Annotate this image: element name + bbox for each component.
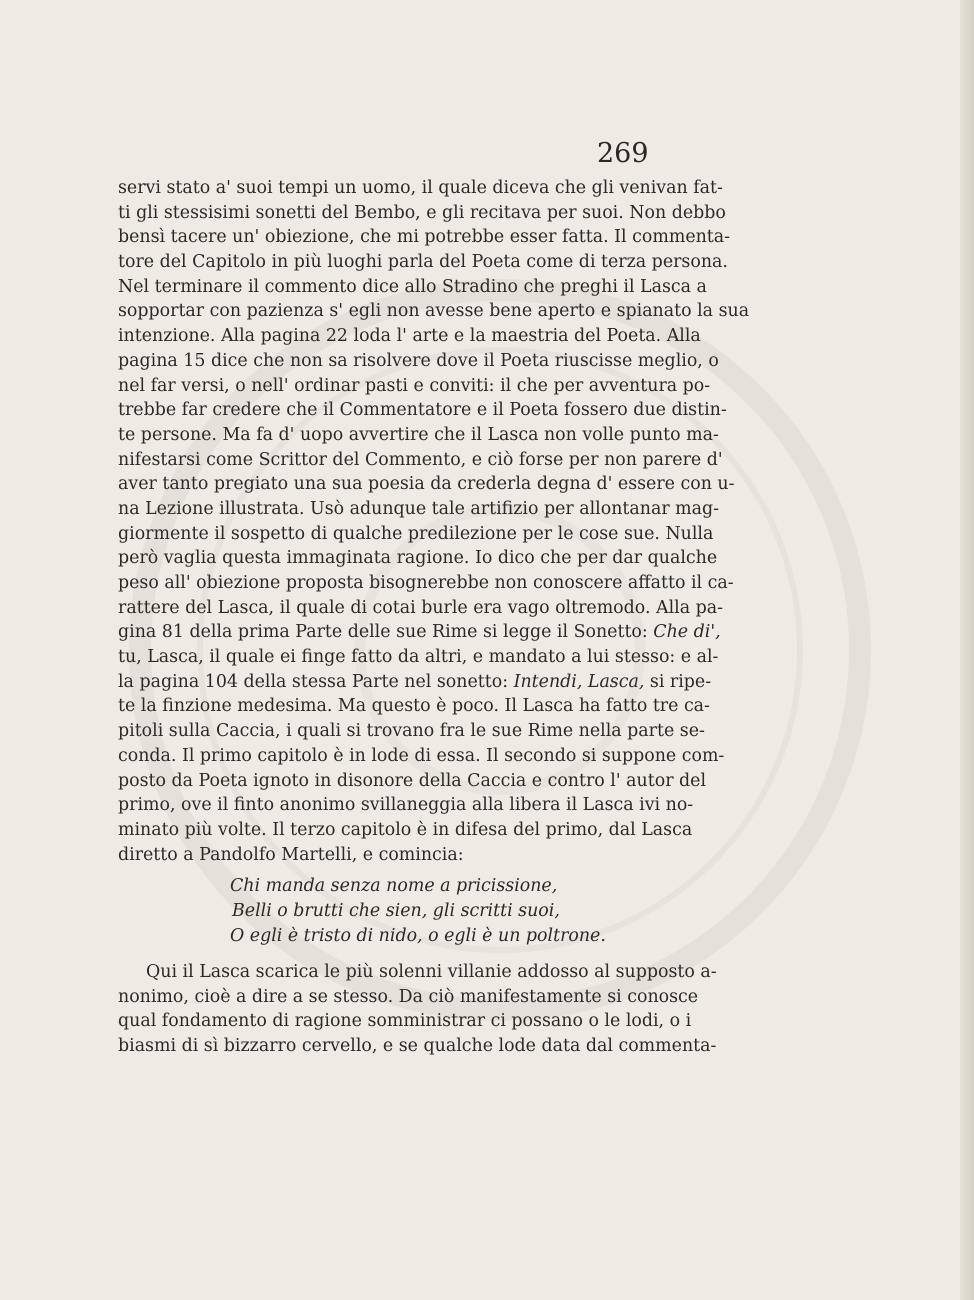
text-line: intenzione. Alla pagina 22 loda l' arte e la maestria del Poeta. Alla — [118, 326, 701, 347]
text-line: servi stato a' suoi tempi un uomo, il quale diceva che gli venivan fat- — [118, 178, 723, 198]
text-line: peso all' obiezione proposta bisognerebbe non conoscere affatto il ca- — [118, 573, 734, 593]
text-line: conda. Il primo capitolo è in lode di essa. Il secondo si suppone com- — [118, 745, 725, 766]
text-line: primo, ove il finto anonimo svillaneggia alla libera il Lasca ivi no- — [118, 795, 694, 816]
verse-line: O egli è tristo di nido, o egli è un poltrone. — [230, 925, 606, 946]
text-line: te la finzione medesima. Ma questo è poco. Il Lasca ha fatto tre ca- — [118, 696, 710, 717]
page-edge-shadow — [960, 0, 974, 1300]
text-line: giormente il sospetto di qualche predilezione per le cose sue. Nulla — [118, 523, 714, 544]
text-segment: la pagina 104 della stessa Parte nel sonetto: — [118, 671, 509, 692]
text-line: pagina 15 dice che non sa risolvere dove il Poeta riuscisse meglio, o — [118, 350, 719, 371]
text-line: sopportar con pazienza s' egli non avesse bene aperto e spianato la sua — [118, 301, 750, 322]
text-line: Qui il Lasca scarica le più solenni villanie addosso al supposto a- — [146, 962, 717, 982]
italic-title: Intendi, Lasca, — [513, 671, 645, 692]
text-line: bensì tacere un' obiezione, che mi potrebbe esser fatta. Il commenta- — [118, 227, 731, 248]
text-segment: si ripe- — [649, 671, 712, 692]
text-line: tu, Lasca, il quale ei finge fatto da altri, e mandato a lui stesso: e al- — [118, 647, 719, 668]
text-line: però vaglia questa immaginata ragione. Io dico che per dar qualche — [118, 548, 718, 569]
text-line: trebbe far credere che il Commentatore e il Poeta fossero due distin- — [118, 400, 727, 421]
text-line: nel far versi, o nell' ordinar pasti e conviti: il che per avventura po- — [118, 375, 711, 396]
text-line: nonimo, cioè a dire a se stesso. Da ciò manifestamente si conosce — [118, 986, 699, 1007]
text-line: biasmi di sì bizzarro cervello, e se qualche lode data dal commenta- — [118, 1036, 717, 1057]
text-line: nifestarsi come Scrittor del Commento, e ciò forse per non parere d' — [118, 449, 723, 470]
text-line: ti gli stessisimi sonetti del Bembo, e gli recitava per suoi. Non debbo — [118, 202, 726, 223]
italic-title: Che di', — [653, 622, 721, 643]
text-segment: gina 81 della prima Parte delle sue Rime si legge il Sonetto: — [118, 622, 648, 643]
page-number: 269 — [597, 138, 649, 169]
text-line: qual fondamento di ragione somministrar ci possano o le lodi, o i — [118, 1011, 692, 1032]
text-line: Nel terminare il commento dice allo Stradino che preghi il Lasca a — [118, 276, 707, 297]
text-line: tore del Capitolo in più luoghi parla del Poeta come di terza persona. — [118, 252, 728, 273]
text-line: posto da Poeta ignoto in disonore della Caccia e contro l' autor del — [118, 770, 707, 791]
body-text — [118, 176, 750, 867]
verse-quotation — [230, 874, 606, 948]
text-line-with-italic — [118, 620, 721, 645]
text-line: pitoli sulla Caccia, i quali si trovano fra le sue Rime nella parte se- — [118, 721, 705, 742]
text-line: diretto a Pandolfo Martelli, e comincia: — [118, 844, 464, 865]
body-text-continued — [118, 960, 717, 1059]
text-line: rattere del Lasca, il quale di cotai burle era vago oltremodo. Alla pa- — [118, 597, 723, 618]
text-line: na Lezione illustrata. Usò adunque tale artifizio per allontanar mag- — [118, 498, 720, 519]
verse-line: Belli o brutti che sien, gli scritti suoi, — [232, 900, 560, 921]
text-line: minato più volte. Il terzo capitolo è in difesa del primo, dal Lasca — [118, 819, 693, 840]
verse-line: Chi manda senza nome a pricissione, — [230, 876, 558, 896]
text-line: te persone. Ma fa d' uopo avvertire che il Lasca non volle punto ma- — [118, 424, 719, 445]
text-line: aver tanto pregiato una sua poesia da crederla degna d' essere con u- — [118, 474, 735, 495]
text-line-with-italic — [118, 670, 712, 695]
